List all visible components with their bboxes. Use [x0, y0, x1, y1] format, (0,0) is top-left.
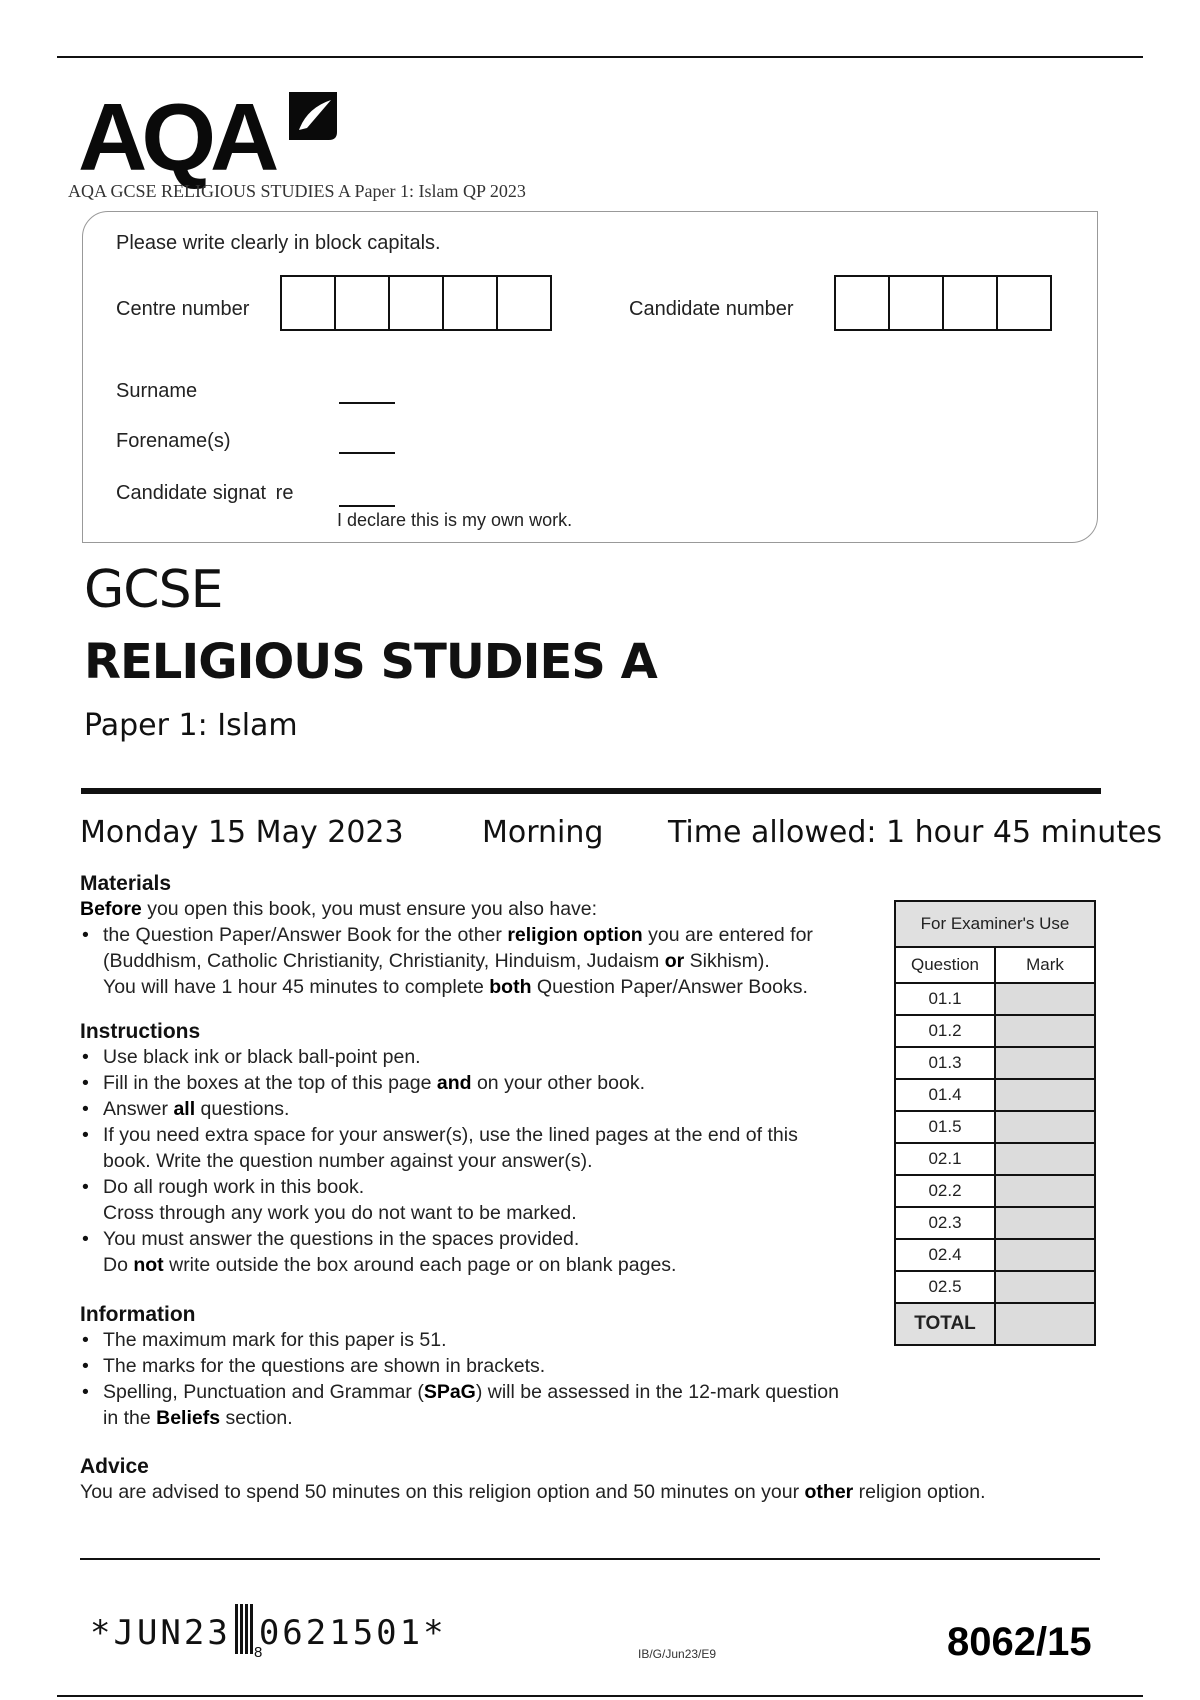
footer-rule: [80, 1558, 1100, 1560]
candidate-number-boxes[interactable]: [834, 275, 1052, 331]
information-list: [80, 1327, 840, 1431]
instruction-text: Do: [103, 1254, 134, 1276]
advice-text-part: You are advised to spend 50 minutes on this religion option and 50 minutes on your: [80, 1481, 805, 1503]
centre-digit-box[interactable]: [280, 275, 336, 331]
question-number: 01.5: [895, 1111, 995, 1143]
table-row: [895, 1207, 1095, 1239]
exam-date: Monday 15 May 2023: [80, 815, 404, 850]
table-row: [895, 1175, 1095, 1207]
mark-column-header: Mark: [995, 947, 1095, 983]
question-number: 01.1: [895, 983, 995, 1015]
candidate-digit-box[interactable]: [888, 275, 944, 331]
materials-item-text: Sikhism).: [684, 950, 770, 972]
list-item: [80, 1174, 840, 1226]
list-item: • The marks for the questions are shown in brackets.: [80, 1353, 840, 1379]
table-row: [895, 1047, 1095, 1079]
mark-cell: [995, 1143, 1095, 1175]
instruction-text: Do all rough work in this book.: [103, 1176, 365, 1198]
centre-digit-box[interactable]: [442, 275, 498, 331]
time-allowed: Time allowed: 1 hour 45 minutes: [668, 815, 1163, 850]
paper-reference: IB/G/Jun23/E9: [638, 1647, 717, 1661]
materials-intro-text: you open this book, you must ensure you also have:: [141, 898, 598, 920]
title-divider: [81, 788, 1101, 794]
instruction-text: questions.: [195, 1098, 290, 1120]
advice-text-part: religion option.: [853, 1481, 986, 1503]
question-number: 02.2: [895, 1175, 995, 1207]
examiner-use-table: [894, 900, 1096, 1346]
question-number: 02.5: [895, 1271, 995, 1303]
instruction-bold: and: [436, 1072, 472, 1094]
information-bold: SPaG: [423, 1381, 476, 1403]
table-row: [895, 983, 1095, 1015]
materials-intro-bold: Before: [80, 898, 142, 920]
question-number: 02.1: [895, 1143, 995, 1175]
table-row: [895, 1143, 1095, 1175]
declaration-text: I declare this is my own work.: [337, 510, 573, 530]
materials-section: [80, 872, 880, 1000]
aqa-logo: AQA: [78, 84, 274, 191]
table-row: [895, 1079, 1095, 1111]
list-item: [80, 922, 880, 974]
barcode-text: [90, 1604, 447, 1654]
mark-cell: [995, 1207, 1095, 1239]
total-row: [895, 1303, 1095, 1345]
question-number: 01.4: [895, 1079, 995, 1111]
centre-digit-box[interactable]: [334, 275, 390, 331]
signature-field[interactable]: [339, 505, 395, 507]
instruction-bold: all: [173, 1098, 196, 1120]
information-text: section.: [220, 1407, 293, 1429]
advice-text: [80, 1479, 1140, 1505]
instructions-heading: Instructions: [80, 1020, 201, 1043]
aqa-logo-mark-icon: [285, 88, 341, 144]
instruction-text: on your other book.: [471, 1072, 645, 1094]
candidate-number-label: Candidate number: [629, 298, 794, 320]
instructions-list: [80, 1044, 840, 1278]
materials-item-text: the Question Paper/Answer Book for the other: [103, 924, 508, 946]
qualification-level: GCSE: [84, 560, 223, 620]
instruction-text: You must answer the questions in the spaces provided.: [103, 1228, 580, 1250]
candidate-digit-box[interactable]: [834, 275, 890, 331]
document-title: AQA GCSE RELIGIOUS STUDIES A Paper 1: Islam QP 2023: [68, 181, 526, 201]
materials-heading: Materials: [80, 872, 172, 895]
surname-label: Surname: [116, 380, 198, 402]
total-mark-cell: [995, 1303, 1095, 1345]
total-label: TOTAL: [895, 1303, 995, 1345]
barcode-icon: [235, 1604, 255, 1654]
signature-label: Candidate signat re: [116, 482, 294, 504]
bottom-rule: [57, 1695, 1143, 1697]
mark-cell: [995, 1079, 1095, 1111]
information-section: [80, 1303, 840, 1431]
materials-note-text: Question Paper/Answer Books.: [531, 976, 808, 998]
block-capitals-instruction: Please write clearly in block capitals.: [116, 232, 441, 254]
paper-code: 8062/15: [947, 1620, 1092, 1664]
centre-digit-box[interactable]: [388, 275, 444, 331]
table-row: [895, 1111, 1095, 1143]
forename-label: Forename(s): [116, 430, 231, 452]
materials-item-bold: religion option: [507, 924, 643, 946]
instruction-text: Fill in the boxes at the top of this page: [103, 1072, 437, 1094]
advice-bold: other: [804, 1481, 854, 1503]
table-row: [895, 1239, 1095, 1271]
mark-cell: [995, 1271, 1095, 1303]
mark-cell: [995, 1015, 1095, 1047]
instruction-bold: not: [133, 1254, 164, 1276]
list-item: [80, 1226, 840, 1278]
mark-cell: [995, 983, 1095, 1015]
mark-cell: [995, 1239, 1095, 1271]
list-item: [80, 1379, 840, 1431]
list-item: • If you need extra space for your answer(s), use the lined pages at the end of this book. Write the question number against your answer(s).: [80, 1122, 840, 1174]
instruction-text: write outside the box around each page or on blank pages.: [163, 1254, 677, 1276]
barcode-text-right: 0621501*: [258, 1613, 447, 1653]
surname-field[interactable]: [339, 402, 395, 404]
advice-section: [80, 1455, 1140, 1505]
subject-title: RELIGIOUS STUDIES A: [84, 634, 657, 690]
materials-intro: [80, 896, 880, 922]
question-number: 01.3: [895, 1047, 995, 1079]
information-bold: Beliefs: [156, 1407, 221, 1429]
instruction-text: Answer: [103, 1098, 174, 1120]
question-column-header: Question: [895, 947, 995, 983]
table-row: [895, 1271, 1095, 1303]
mark-cell: [995, 1047, 1095, 1079]
list-item: • Use black ink or black ball-point pen.: [80, 1044, 840, 1070]
barcode-text-left: *JUN23: [90, 1613, 231, 1653]
mark-cell: [995, 1175, 1095, 1207]
information-text: ) will be assessed in the 12-mark question in the: [103, 1381, 839, 1429]
materials-note: [80, 974, 880, 1000]
materials-item-text: you are entered for (Buddhism, Catholic Christianity, Christianity, Hinduism, Judaism: [103, 924, 813, 972]
examiner-table-title: For Examiner's Use: [895, 901, 1095, 947]
information-text: Spelling, Punctuation and Grammar (: [103, 1381, 424, 1403]
advice-heading: Advice: [80, 1455, 149, 1478]
question-number: 02.4: [895, 1239, 995, 1271]
information-heading: Information: [80, 1303, 196, 1326]
materials-item-bold: or: [664, 950, 685, 972]
instruction-text: Cross through any work you do not want to be marked.: [103, 1202, 577, 1224]
question-number: 02.3: [895, 1207, 995, 1239]
candidate-digit-box[interactable]: [996, 275, 1052, 331]
centre-number-label: Centre number: [116, 298, 250, 320]
question-number: 01.2: [895, 1015, 995, 1047]
list-item: [80, 1070, 840, 1096]
materials-note-text: You will have 1 hour 45 minutes to complete: [103, 976, 490, 998]
materials-note-bold: both: [489, 976, 532, 998]
centre-number-boxes[interactable]: [280, 275, 552, 331]
list-item: [80, 1096, 840, 1122]
top-rule: [57, 56, 1143, 58]
mark-cell: [995, 1111, 1095, 1143]
barcode-digit: 8: [254, 1644, 263, 1661]
paper-title: Paper 1: Islam: [84, 708, 298, 743]
table-row: [895, 1015, 1095, 1047]
centre-digit-box[interactable]: [496, 275, 552, 331]
materials-list: [80, 922, 880, 974]
exam-session: Morning: [482, 815, 604, 850]
candidate-digit-box[interactable]: [942, 275, 998, 331]
list-item: • The maximum mark for this paper is 51.: [80, 1327, 840, 1353]
forename-field[interactable]: [339, 452, 395, 454]
instructions-section: [80, 1020, 840, 1278]
